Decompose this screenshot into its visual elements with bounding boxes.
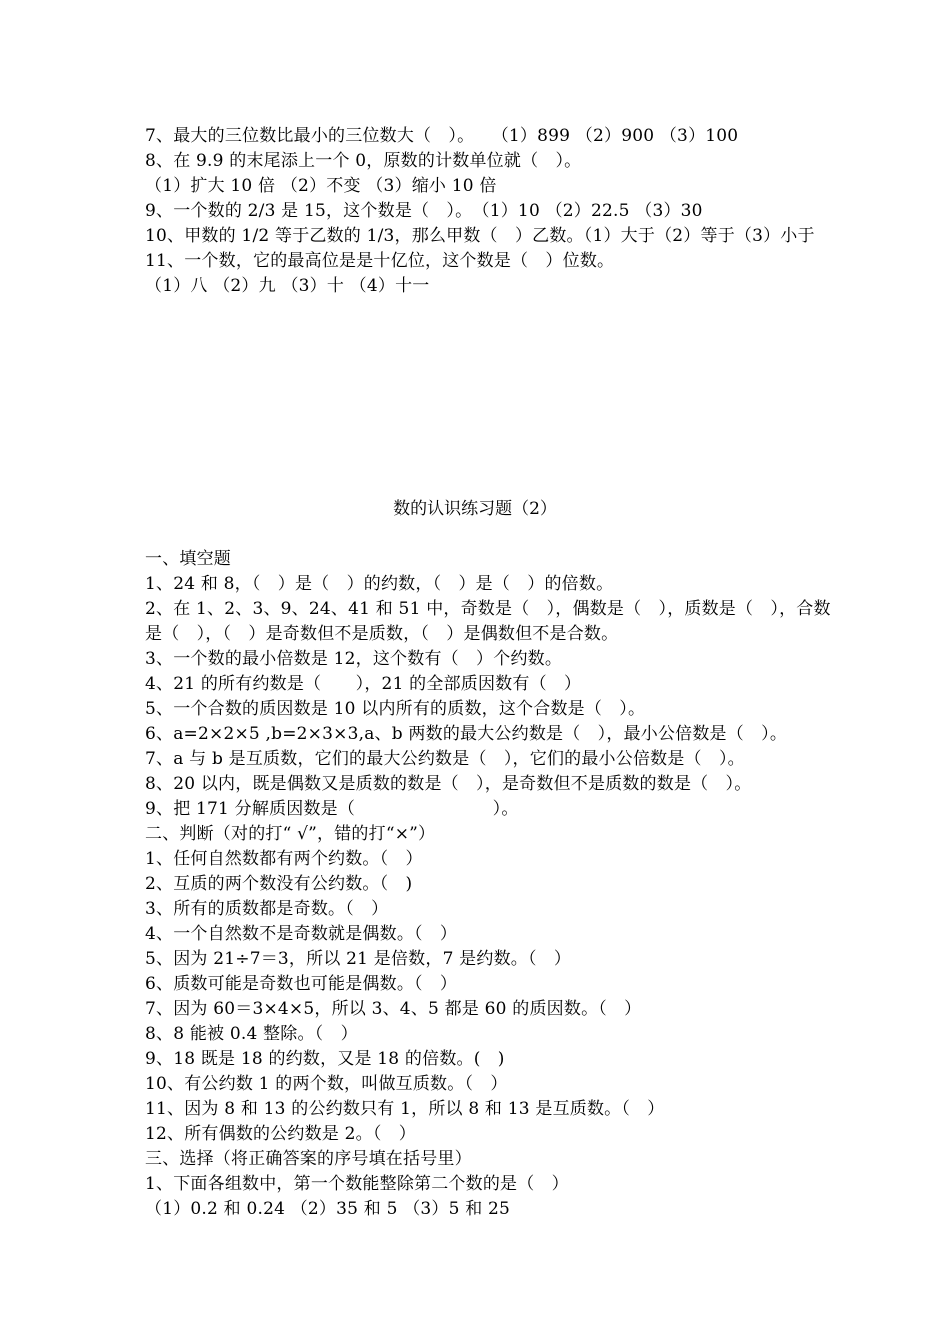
question-line: 12、所有偶数的公约数是 2。（ ） <box>145 1124 416 1144</box>
question-line: （1）八 （2）九 （3）十 （4）十一 <box>145 276 430 296</box>
question-line: 是（ ），（ ）是奇数但不是质数，（ ）是偶数但不是合数。 <box>145 624 619 644</box>
question-line: 7、最大的三位数比最小的三位数大（ ）。 （1）899 （2）900 （3）100 <box>145 126 739 146</box>
section-heading: 一、填空题 <box>145 549 231 569</box>
question-line: 9、18 既是 18 的约数，又是 18 的倍数。( ) <box>145 1049 505 1069</box>
section-heading: 三、选择（将正确答案的序号填在括号里） <box>145 1149 472 1169</box>
question-line: 6、质数可能是奇数也可能是偶数。（ ） <box>145 974 458 994</box>
question-line: 10、甲数的 1/2 等于乙数的 1/3，那么甲数（ ）乙数。（1）大于（2）等于（3）小于 <box>145 226 815 246</box>
question-line: 3、所有的质数都是奇数。（ ） <box>145 899 389 919</box>
question-line: （1）扩大 10 倍 （2）不变 （3）缩小 10 倍 <box>145 176 497 196</box>
question-line: 4、一个自然数不是奇数就是偶数。（ ） <box>145 924 458 944</box>
question-line: 1、任何自然数都有两个约数。（ ） <box>145 849 423 869</box>
question-line: 2、在 1、2、3、9、24、41 和 51 中，奇数是（ ），偶数是（ ），质数是（ ），合数 <box>145 599 831 619</box>
question-line: 6、a=2×2×5 ,b=2×3×3,a、b 两数的最大公约数是（ ），最小公倍数是（ ）。 <box>145 724 788 744</box>
question-line: 5、一个合数的质因数是 10 以内所有的质数，这个合数是（ ）。 <box>145 699 646 719</box>
section-heading: 二、判断（对的打“ √”，错的打“×”） <box>145 824 436 844</box>
question-line: 7、a 与 b 是互质数，它们的最大公约数是（ ），它们的最小公倍数是（ ）。 <box>145 749 745 769</box>
question-line: 7、因为 60＝3×4×5，所以 3、4、5 都是 60 的质因数。（ ） <box>145 999 642 1019</box>
question-line: 8、20 以内，既是偶数又是质数的数是（ ），是奇数但不是质数的数是（ ）。 <box>145 774 752 794</box>
question-line: 11、因为 8 和 13 的公约数只有 1，所以 8 和 13 是互质数。（ ） <box>145 1099 665 1119</box>
question-line: 9、把 171 分解质因数是（ ）。 <box>145 799 519 819</box>
question-line: 2、互质的两个数没有公约数。（ ) <box>145 874 413 894</box>
question-line: （1）0.2 和 0.24 （2）35 和 5 （3）5 和 25 <box>145 1199 511 1219</box>
page-title: 数的认识练习题（2） <box>393 499 557 519</box>
question-line: 3、一个数的最小倍数是 12，这个数有（ ）个约数。 <box>145 649 563 669</box>
question-line: 11、一个数，它的最高位是是十亿位，这个数是（ ）位数。 <box>145 251 615 271</box>
question-line: 9、一个数的 2/3 是 15，这个数是（ ）。 （1）10 （2）22.5 （3）30 <box>145 201 703 221</box>
question-line: 8、在 9.9 的末尾添上一个 0，原数的计数单位就（ ）。 <box>145 151 582 171</box>
question-line: 1、24 和 8，（ ）是（ ）的约数，（ ）是（ ）的倍数。 <box>145 574 614 594</box>
question-line: 5、因为 21÷7＝3，所以 21 是倍数，7 是约数。（ ） <box>145 949 572 969</box>
question-line: 10、有公约数 1 的两个数，叫做互质数。（ ） <box>145 1074 508 1094</box>
question-line: 1、下面各组数中，第一个数能整除第二个数的是（ ） <box>145 1174 569 1194</box>
question-line: 8、8 能被 0.4 整除。（ ） <box>145 1024 358 1044</box>
question-line: 4、21 的所有约数是（ ），21 的全部质因数有（ ） <box>145 674 582 694</box>
